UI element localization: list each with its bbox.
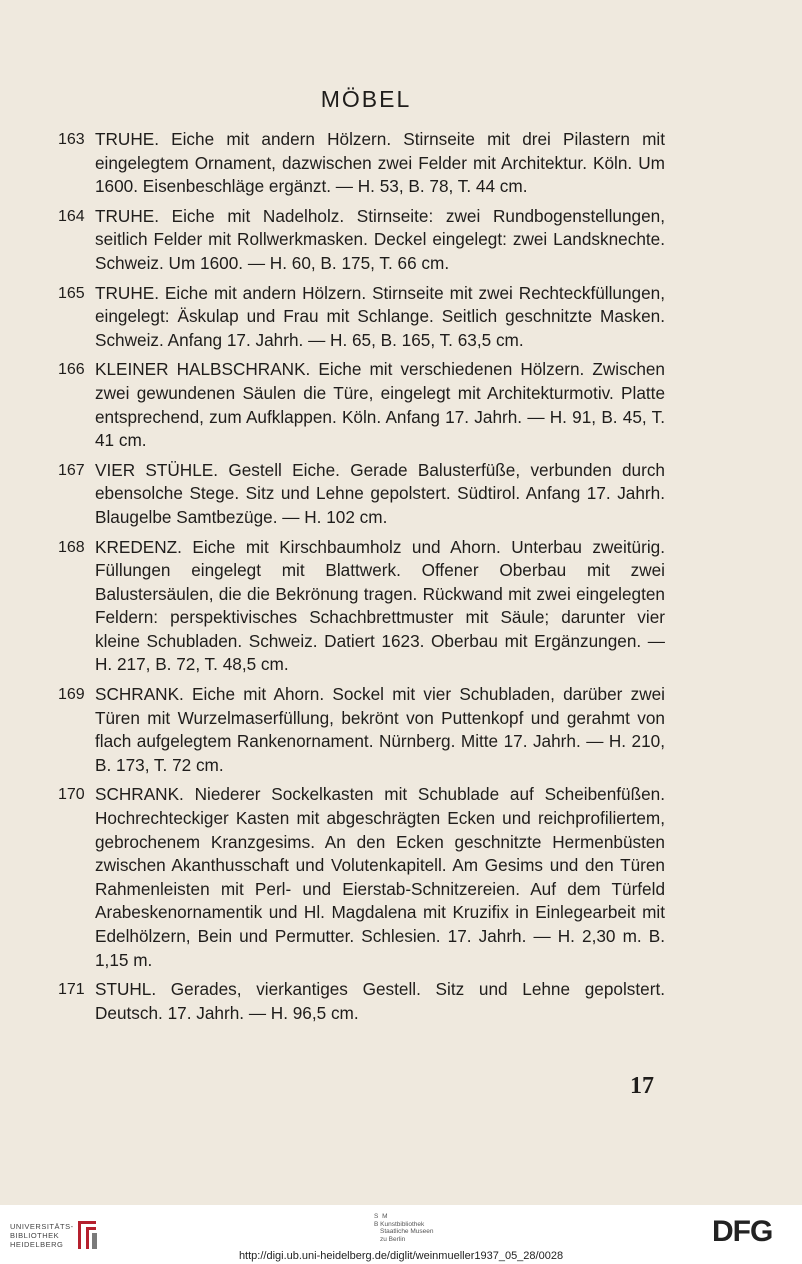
- entry-text: SCHRANK. Eiche mit Ahorn. Sockel mit vier Schubladen, darüber zwei Türen mit Wurzelmaserfüllung, bekrönt von Puttenkopf und gerahmt von flach aufgelegtem Rankenornament. Nürnberg. Mitte 17. Jahrh. — H. 210, B. 173, T. 72 cm.: [95, 684, 665, 775]
- page-title: MÖBEL: [320, 86, 412, 112]
- page-number: 17: [630, 1073, 654, 1099]
- catalog-entry: [58, 536, 665, 678]
- catalog-entry: [58, 783, 665, 972]
- catalog-entry: [58, 205, 665, 276]
- university-library-name: [10, 1222, 72, 1249]
- entry-number: 171: [58, 981, 85, 999]
- smb-line: S M: [374, 1213, 389, 1220]
- entry-number: 166: [58, 361, 85, 379]
- smb-kunstbibliothek-label: [374, 1213, 494, 1243]
- smb-line: zu Berlin: [380, 1235, 406, 1243]
- smb-line: B Kunstbibliothek: [374, 1220, 425, 1228]
- catalog-entry: [58, 358, 665, 452]
- viewer-footer: [0, 1205, 802, 1264]
- entry-text: KREDENZ. Eiche mit Kirschbaumholz und Ahorn. Unterbau zweitürig. Füllungen eingelegt mit Blattwerk. Offener Oberbau mit zwei Balustersäulen, die die Bekrönung tragen. Rückwand mit zwei eingelegten Feldern: perspektivisches Schachbrettmuster mit Säule; darunter vier kleine Schubladen. Schweiz. Datiert 1623. Oberbau mit Ergänzungen. — H. 217, B. 72, T. 48,5 cm.: [95, 536, 665, 675]
- catalog-entry: [58, 282, 665, 353]
- university-library-logo[interactable]: [10, 1217, 100, 1253]
- university-name-line: BIBLIOTHEK: [10, 1230, 60, 1240]
- catalog-entry: [58, 683, 665, 777]
- catalog-entry: [58, 978, 665, 1025]
- heidelberg-logo-icon: [76, 1217, 100, 1253]
- entry-number: 170: [58, 786, 85, 804]
- entry-number: 169: [58, 686, 85, 704]
- dfg-logo[interactable]: DFG: [712, 1215, 773, 1248]
- catalog-entries: [0, 128, 802, 1031]
- entry-text: VIER STÜHLE. Gestell Eiche. Gerade Balusterfüße, verbunden durch ebensolche Stege. Sitz und Lehne gepolstert. Südtirol. Anfang 17. Jahrh. Blaugelbe Samtbezüge. — H. 102 cm.: [95, 459, 665, 527]
- page-url[interactable]: http://digi.ub.uni-heidelberg.de/diglit/weinmueller1937_05_28/0028: [238, 1250, 564, 1262]
- university-name-line: HEIDELBERG: [10, 1239, 64, 1249]
- entry-text: TRUHE. Eiche mit andern Hölzern. Stirnseite mit drei Pilastern mit eingelegtem Ornament, dazwischen zwei Felder mit Architektur. Köln. Um 1600. Eisenbeschläge ergänzt. — H. 53, B. 78, T. 44 cm.: [95, 129, 665, 197]
- entry-text: STUHL. Gerades, vierkantiges Gestell. Sitz und Lehne gepolstert. Deutsch. 17. Jahrh. — H. 96,5 cm.: [95, 979, 665, 1023]
- entry-text: SCHRANK. Niederer Sockelkasten mit Schublade auf Scheibenfüßen. Hochrechteckiger Kasten mit abgeschrägten Ecken und reichprofiliertem, gebrochenem Kranzgesims. An den Ecken geschnitzte Hermenbüsten zwischen Akanthusschaft und Volutenkapitell. Am Gesims und den Türen Rahmenleisten mit Perl- und Eierstab-Schnitzereien. Auf dem Türfeld Arabeskenornamentik und Hl. Magdalena mit Kruzifix in Einlegearbeit mit Edelhölzern, Bein und Permutter. Schlesien. 17. Jahrh. — H. 2,30 m. B. 1,15 m.: [95, 784, 665, 970]
- smb-line: Staatliche Museen: [380, 1228, 434, 1235]
- entry-number: 165: [58, 284, 85, 302]
- catalog-entry: [58, 128, 665, 199]
- entry-number: 163: [58, 131, 85, 148]
- entry-text: TRUHE. Eiche mit Nadelholz. Stirnseite: zwei Rundbogenstellungen, seitlich Felder mit Rollwerkmasken. Deckel eingelegt: zwei Landsknechte. Schweiz. Um 1600. — H. 60, B. 175, T. 66 cm.: [95, 205, 665, 273]
- university-name-line: UNIVERSITÄTS-: [10, 1221, 74, 1231]
- entry-text: TRUHE. Eiche mit andern Hölzern. Stirnseite mit zwei Rechteckfüllungen, eingelegt: Äskulap und Frau mit Schlange. Seitlich geschnitzte Masken. Schweiz. Anfang 17. Jahrh. — H. 65, B. 165, T. 63,5 cm.: [95, 282, 665, 350]
- catalog-entry: [58, 459, 665, 530]
- entry-number: 164: [58, 207, 85, 225]
- entry-number: 167: [58, 461, 85, 479]
- entry-number: 168: [58, 538, 85, 556]
- entry-text: KLEINER HALBSCHRANK. Eiche mit verschiedenen Hölzern. Zwischen zwei gewundenen Säulen die Türe, eingelegt mit Architekturmotiv. Platte entsprechend, zum Aufklappen. Köln. Anfang 17. Jahrh. — H. 91, B. 45, T. 41 cm.: [95, 359, 665, 451]
